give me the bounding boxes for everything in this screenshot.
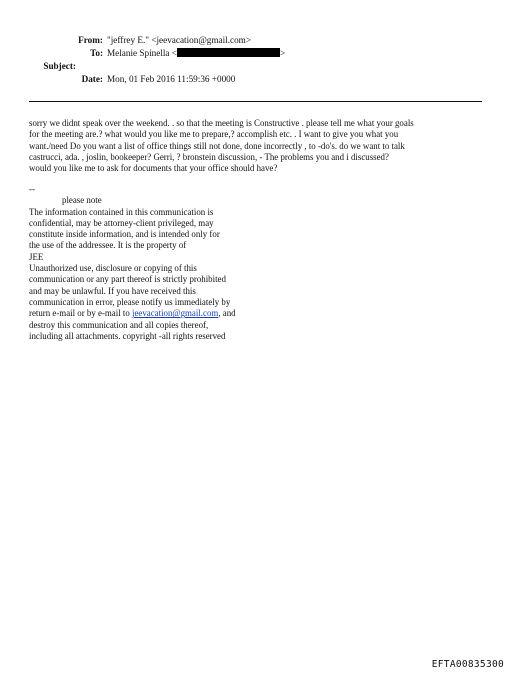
disclaimer-line: communication or any part thereof is strictly prohibited <box>29 274 226 285</box>
please-note: please note <box>62 195 102 206</box>
to-label: To: <box>90 48 103 58</box>
date-label: Date: <box>81 74 103 84</box>
redaction-box <box>177 48 280 57</box>
to-close: > <box>280 48 286 58</box>
disclaimer-line: confidential, may be attorney-client privileged, may <box>29 217 214 228</box>
body-line: for the meeting are.? what would you like me to prepare,? accomplish etc. . I want to give you what you <box>29 129 399 140</box>
header-divider <box>29 101 482 102</box>
disclaimer-line <box>29 308 329 319</box>
to-name: Melanie Spinella < <box>107 48 177 58</box>
disclaimer-line: the use of the addressee. It is the property of <box>29 240 187 251</box>
body-line: castrucci, ada. , joslin, bookeeper? Gerri, ? bronstein discussion, - The problems you and i discussed? <box>29 151 389 162</box>
disclaimer-line: including all attachments. copyright -all rights reserved <box>29 330 226 341</box>
to-value <box>107 47 285 60</box>
date-value: Mon, 01 Feb 2016 11:59:36 +0000 <box>107 74 236 84</box>
disclaimer-line: destroy this communication and all copies thereof, <box>29 319 209 330</box>
body-line: sorry we didnt speak over the weekend. . so that the meeting is Constructive . please tell me what your goals <box>29 118 414 128</box>
disclaimer-line: and may be unlawful. If you have received this <box>29 285 196 296</box>
bates-number: EFTA00835300 <box>431 659 504 670</box>
from-value: "jeffrey E." <jeevacation@gmail.com> <box>107 35 252 45</box>
email-body <box>29 118 489 174</box>
disclaimer-line: The information contained in this communication is <box>29 206 214 217</box>
disclaimer-text: , and <box>218 308 236 319</box>
signature-dashes: -- <box>29 184 35 194</box>
from-label: From: <box>78 35 103 45</box>
disclaimer-line: Unauthorized use, disclosure or copying of this <box>29 263 197 274</box>
disclaimer-line: JEE <box>29 251 44 262</box>
email-signature <box>29 184 329 342</box>
email-link[interactable]: jeevacation@gmail.com <box>132 308 219 319</box>
disclaimer-text: return e-mail or by e-mail to <box>29 308 133 319</box>
disclaimer-line: constitute inside information, and is intended only for <box>29 229 220 240</box>
subject-label: Subject: <box>43 61 76 71</box>
body-line: want./need Do you want a list of office things still not done, done incorrectly , to -do's. do we want to talk <box>29 140 405 151</box>
body-line: would you like me to ask for documents that your office should have? <box>29 163 278 174</box>
disclaimer-line: communication in error, please notify us immediately by <box>29 296 231 307</box>
